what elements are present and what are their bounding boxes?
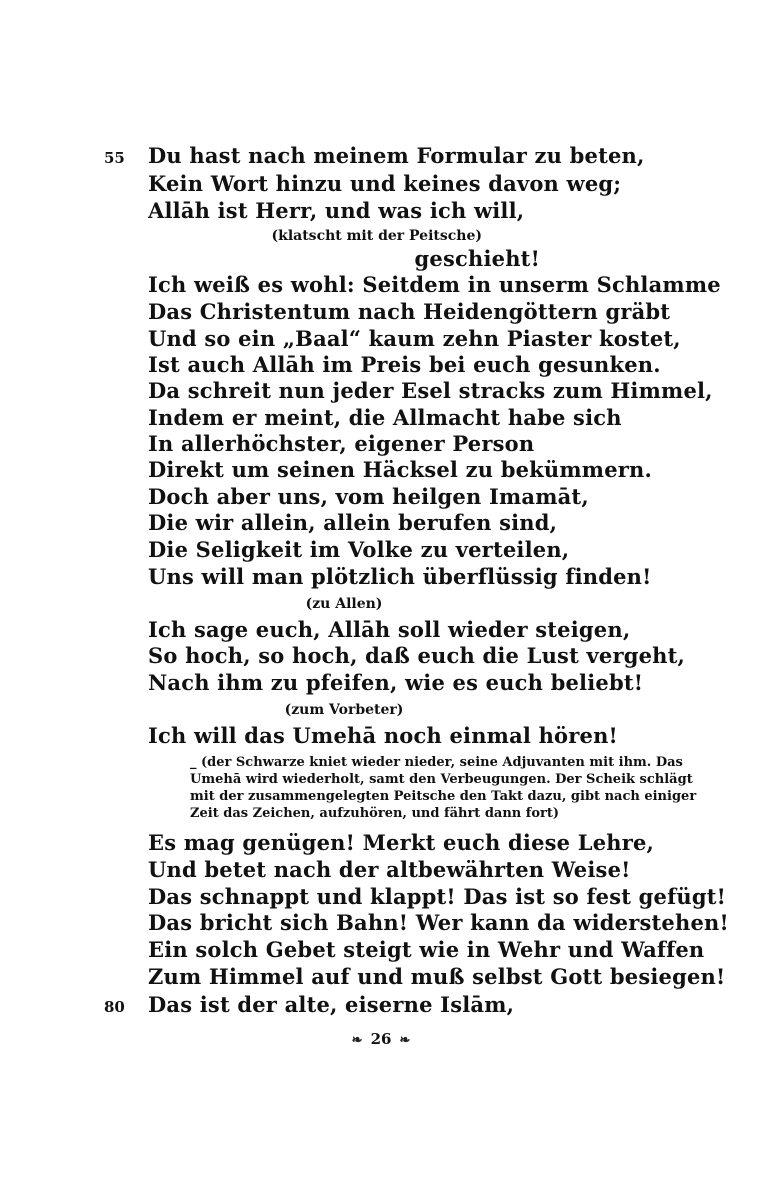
line-number-end: 80 <box>104 998 125 1016</box>
verse-line: Ein solch Gebet steigt wie in Wehr und Waffen <box>148 937 705 962</box>
verse-line: Ich sage euch, Allāh soll wieder steigen, <box>148 617 631 642</box>
verse-line: Da schreit nun jeder Esel stracks zum Himmel, <box>148 378 713 403</box>
line-number-start: 55 <box>104 149 125 167</box>
verse-line: Allāh ist Herr, und was ich will, <box>148 198 525 223</box>
stage-direction-line: mit der zusammengelegten Peitsche den Takt dazu, gibt nach einiger <box>190 789 697 804</box>
stage-direction-line: Umehā wird wiederholt, samt den Verbeugungen. Der Scheik schlägt <box>190 772 693 787</box>
stage-direction-line: Zeit das Zeichen, aufzuhören, und fährt dann fort) <box>190 806 560 821</box>
verse-line: Das Christentum nach Heidengöttern gräbt <box>148 299 671 324</box>
stage-direction-block <box>190 754 697 822</box>
verse-line: Uns will man plötzlich überflüssig finden! <box>148 564 652 589</box>
stage-direction: (zu Allen) <box>305 596 383 612</box>
verse-line: In allerhöchster, eigener Person <box>148 431 535 456</box>
verse-line: Du hast nach meinem Formular zu beten, <box>148 143 645 168</box>
verse-line: Das ist der alte, eiserne Islām, <box>148 992 515 1017</box>
verse-line: Doch aber uns, vom heilgen Imamāt, <box>148 484 589 509</box>
verse-line: geschieht! <box>414 246 540 271</box>
stage-direction: (klatscht mit der Peitsche) <box>271 228 482 244</box>
page-footer <box>0 1030 762 1048</box>
verse-line: Und betet nach der altbewährten Weise! <box>148 857 631 882</box>
verse-line: Zum Himmel auf und muß selbst Gott besiegen! <box>148 964 726 989</box>
fleuron-right-icon: ❧ <box>399 1033 411 1048</box>
verse-line: So hoch, so hoch, daß euch die Lust vergeht, <box>148 643 686 668</box>
verse-line: Nach ihm zu pfeifen, wie es euch beliebt! <box>148 670 644 695</box>
verse-line: Es mag genügen! Merkt euch diese Lehre, <box>148 830 655 855</box>
stage-direction: (zum Vorbeter) <box>284 702 404 718</box>
verse-line: Direkt um seinen Häcksel zu bekümmern. <box>148 457 653 482</box>
verse-line: Kein Wort hinzu und keines davon weg; <box>148 171 622 196</box>
verse-line: Ist auch Allāh im Preis bei euch gesunken. <box>148 352 661 377</box>
verse-line: Indem er meint, die Allmacht habe sich <box>148 405 622 430</box>
verse-line: Das bricht sich Bahn! Wer kann da widerstehen! <box>148 910 729 935</box>
verse-line: Ich will das Umehā noch einmal hören! <box>148 723 618 748</box>
verse-line: Ich weiß es wohl: Seitdem in unserm Schlamme <box>148 272 721 297</box>
stage-direction-line: _ (der Schwarze kniet wieder nieder, seine Adjuvanten mit ihm. Das <box>190 755 683 770</box>
verse-line: Das schnappt und klappt! Das ist so fest gefügt! <box>148 884 727 909</box>
fleuron-left-icon: ❧ <box>351 1033 363 1048</box>
verse-line: Und so ein „Baal“ kaum zehn Piaster kostet, <box>148 326 681 351</box>
page-number: 26 <box>370 1030 392 1048</box>
verse-line: Die Seligkeit im Volke zu verteilen, <box>148 537 570 562</box>
verse-line: Die wir allein, allein berufen sind, <box>148 510 558 535</box>
